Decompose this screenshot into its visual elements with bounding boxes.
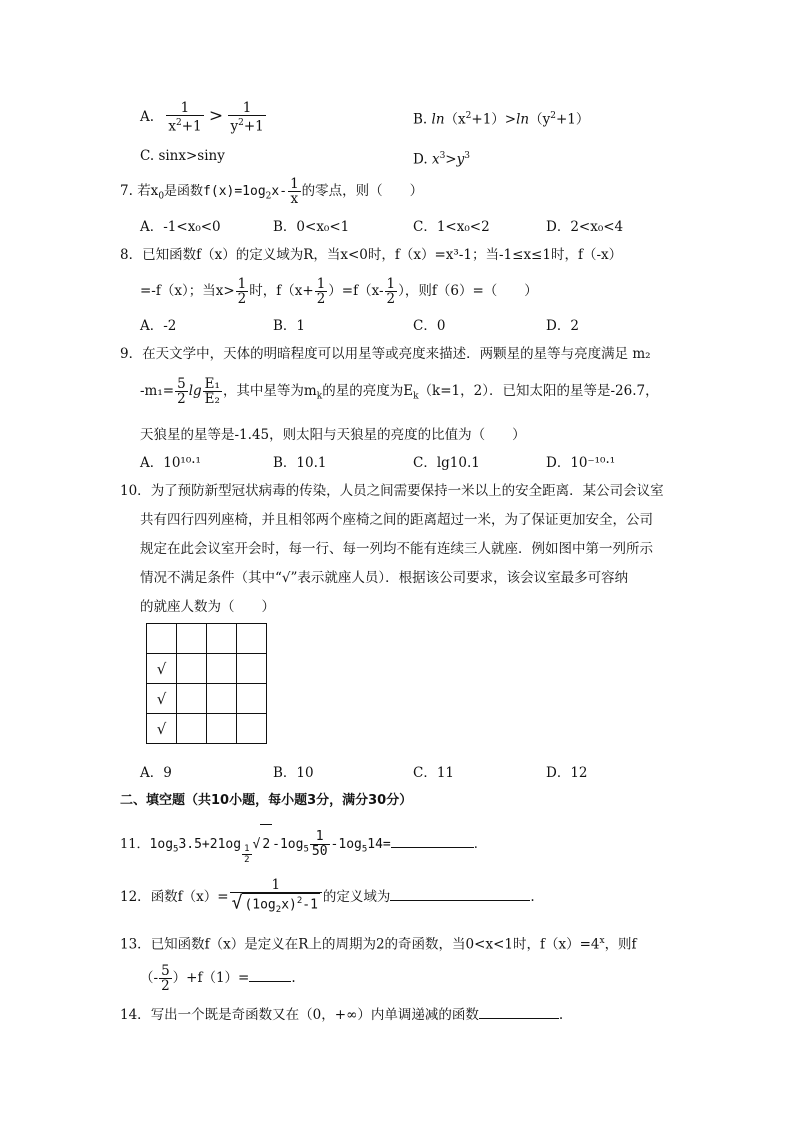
q10-option-b: B．10	[273, 765, 314, 781]
q9-option-c: C．lg10.1	[413, 455, 480, 471]
q13-line-1: 13．已知函数f（x）是定义在R上的周期为2的奇函数，当0<x<1时，$f(x)=4^x$，则f	[120, 936, 637, 953]
q6-option-d: D. $x^3>y^3$	[413, 151, 470, 168]
q10-line-1: 10．为了预防新型冠状病毒的传染，人员之间需要保持一米以上的安全距离．某公司会议室	[120, 483, 664, 499]
q6-option-c: C. sinx>siny	[140, 148, 225, 164]
q6-a-label: A.	[140, 109, 155, 125]
q8-option-b: B．1	[273, 318, 306, 334]
q7-option-a: A．-1<x₀<0	[140, 219, 221, 235]
q7-stem: 7. 若$x_0$是函数$f(x)=1og_2x-$ $\frac{1}{x}$ 的零点，则（ ）	[120, 176, 424, 207]
q9-line-2: -m₁= $\frac{5}{2}$ lg $\frac{\text{E₁}}{\text{E₂}}$ ，其中星等为$m_k$的星的亮度为$E_k(k=1$，2）．已知太阳的星等是-26.7，	[140, 376, 659, 407]
q6-option-a	[140, 97, 267, 136]
seat-cell	[147, 684, 177, 714]
q6-a-right-fraction: $\frac{1}{y^2+1}$	[230, 100, 264, 135]
seat-cell	[147, 654, 177, 684]
seat-cell	[207, 624, 237, 654]
q9-option-b: B．10.1	[273, 455, 327, 471]
seat-cell	[207, 654, 237, 684]
q8-option-d: D．2	[546, 318, 579, 334]
seat-cell	[177, 654, 207, 684]
q7-option-b: B．0<x₀<1	[273, 219, 350, 235]
q8-line-2: =-f（x）；当x> $\frac{1}{2}$ 时，f（x+ $\frac{1}{2}$ ）=f（x- $\frac{1}{2}$ ），则f（6）=（ ）	[140, 276, 538, 307]
q13-line-2: （- $\frac{5}{2}$ ）+f（1）= .	[140, 963, 296, 994]
q9-line-1: 9．在天文学中，天体的明暗程度可以用星等或亮度来描述．两颗星的星等与亮度满足 m₂	[120, 346, 651, 362]
q10-option-c: C．11	[413, 765, 455, 781]
section-2-title: 二、填空题（共10小题，每小题3分，满分30分）	[120, 793, 413, 808]
seat-cell	[177, 684, 207, 714]
seat-cell	[147, 624, 177, 654]
seat-cell	[237, 624, 267, 654]
q6-option-b: B. $\ln(x^2+1)>\ln(y^2+1)$	[413, 111, 590, 128]
q11-expression: 11．$1og_53.5+21og$ $\frac{1}{2}$ √ 2 $-1og_5$ $\frac{1}{50}$ $-1og_514=$ .	[120, 824, 478, 870]
q6-a-gt: >	[208, 106, 224, 126]
seat-cell	[177, 714, 207, 744]
seating-grid	[146, 623, 267, 744]
q8-option-c: C．0	[413, 318, 446, 334]
q9-option-d: D．10⁻¹⁰·¹	[546, 455, 616, 471]
q6-a-left-fraction: $\frac{1}{x^2+1}$	[168, 100, 202, 135]
q11-answer-blank[interactable]	[391, 833, 474, 848]
q10-line-4: 情况不满足条件（其中“√”表示就座人员）．根据该公司要求，该会议室最多可容纳	[140, 570, 629, 586]
seat-cell	[207, 714, 237, 744]
q10-line-5: 的就座人数为（ ）	[140, 599, 275, 615]
q10-line-2: 共有四行四列座椅，并且相邻两个座椅之间的距离超过一米，为了保证更加安全，公司	[140, 512, 653, 528]
seat-cell	[207, 684, 237, 714]
q10-option-a: A．9	[140, 765, 172, 781]
q8-line-1: 8．已知函数f（x）的定义域为R，当x<0时，f（x）=x³-1；当-1≤x≤1时，f（-x）	[120, 247, 623, 263]
q12-stem: 12．函数f（x）= $\frac{1}{√ (1og_2x)^2-1}$ 的定义域为 .	[120, 877, 535, 915]
q7-option-d: D．2<x₀<4	[546, 219, 624, 235]
q10-option-d: D．12	[546, 765, 588, 781]
q8-option-a: A．-2	[140, 318, 177, 334]
q9-line-3: 天狼星的星等是-1.45，则太阳与天狼星的亮度的比值为（ ）	[140, 427, 526, 443]
seat-check-mark: √	[156, 660, 167, 678]
seat-cell	[237, 714, 267, 744]
q12-answer-blank[interactable]	[390, 886, 530, 901]
q14-answer-blank[interactable]	[479, 1004, 559, 1019]
seat-cell	[237, 654, 267, 684]
seat-cell	[147, 714, 177, 744]
seat-cell	[237, 684, 267, 714]
seat-check-mark: √	[156, 720, 167, 738]
q13-answer-blank[interactable]	[249, 967, 291, 982]
q10-line-3: 规定在此会议室开会时，每一行、每一列均不能有连续三人就座．例如图中第一列所示	[140, 541, 653, 557]
q9-option-a: A．10¹⁰·¹	[140, 455, 201, 471]
q14-stem: 14．写出一个既是奇函数又在（0，+∞）内单调递减的函数 .	[120, 1004, 563, 1024]
q7-option-c: C．1<x₀<2	[413, 219, 490, 235]
seat-cell	[177, 624, 207, 654]
seat-check-mark: √	[156, 690, 167, 708]
